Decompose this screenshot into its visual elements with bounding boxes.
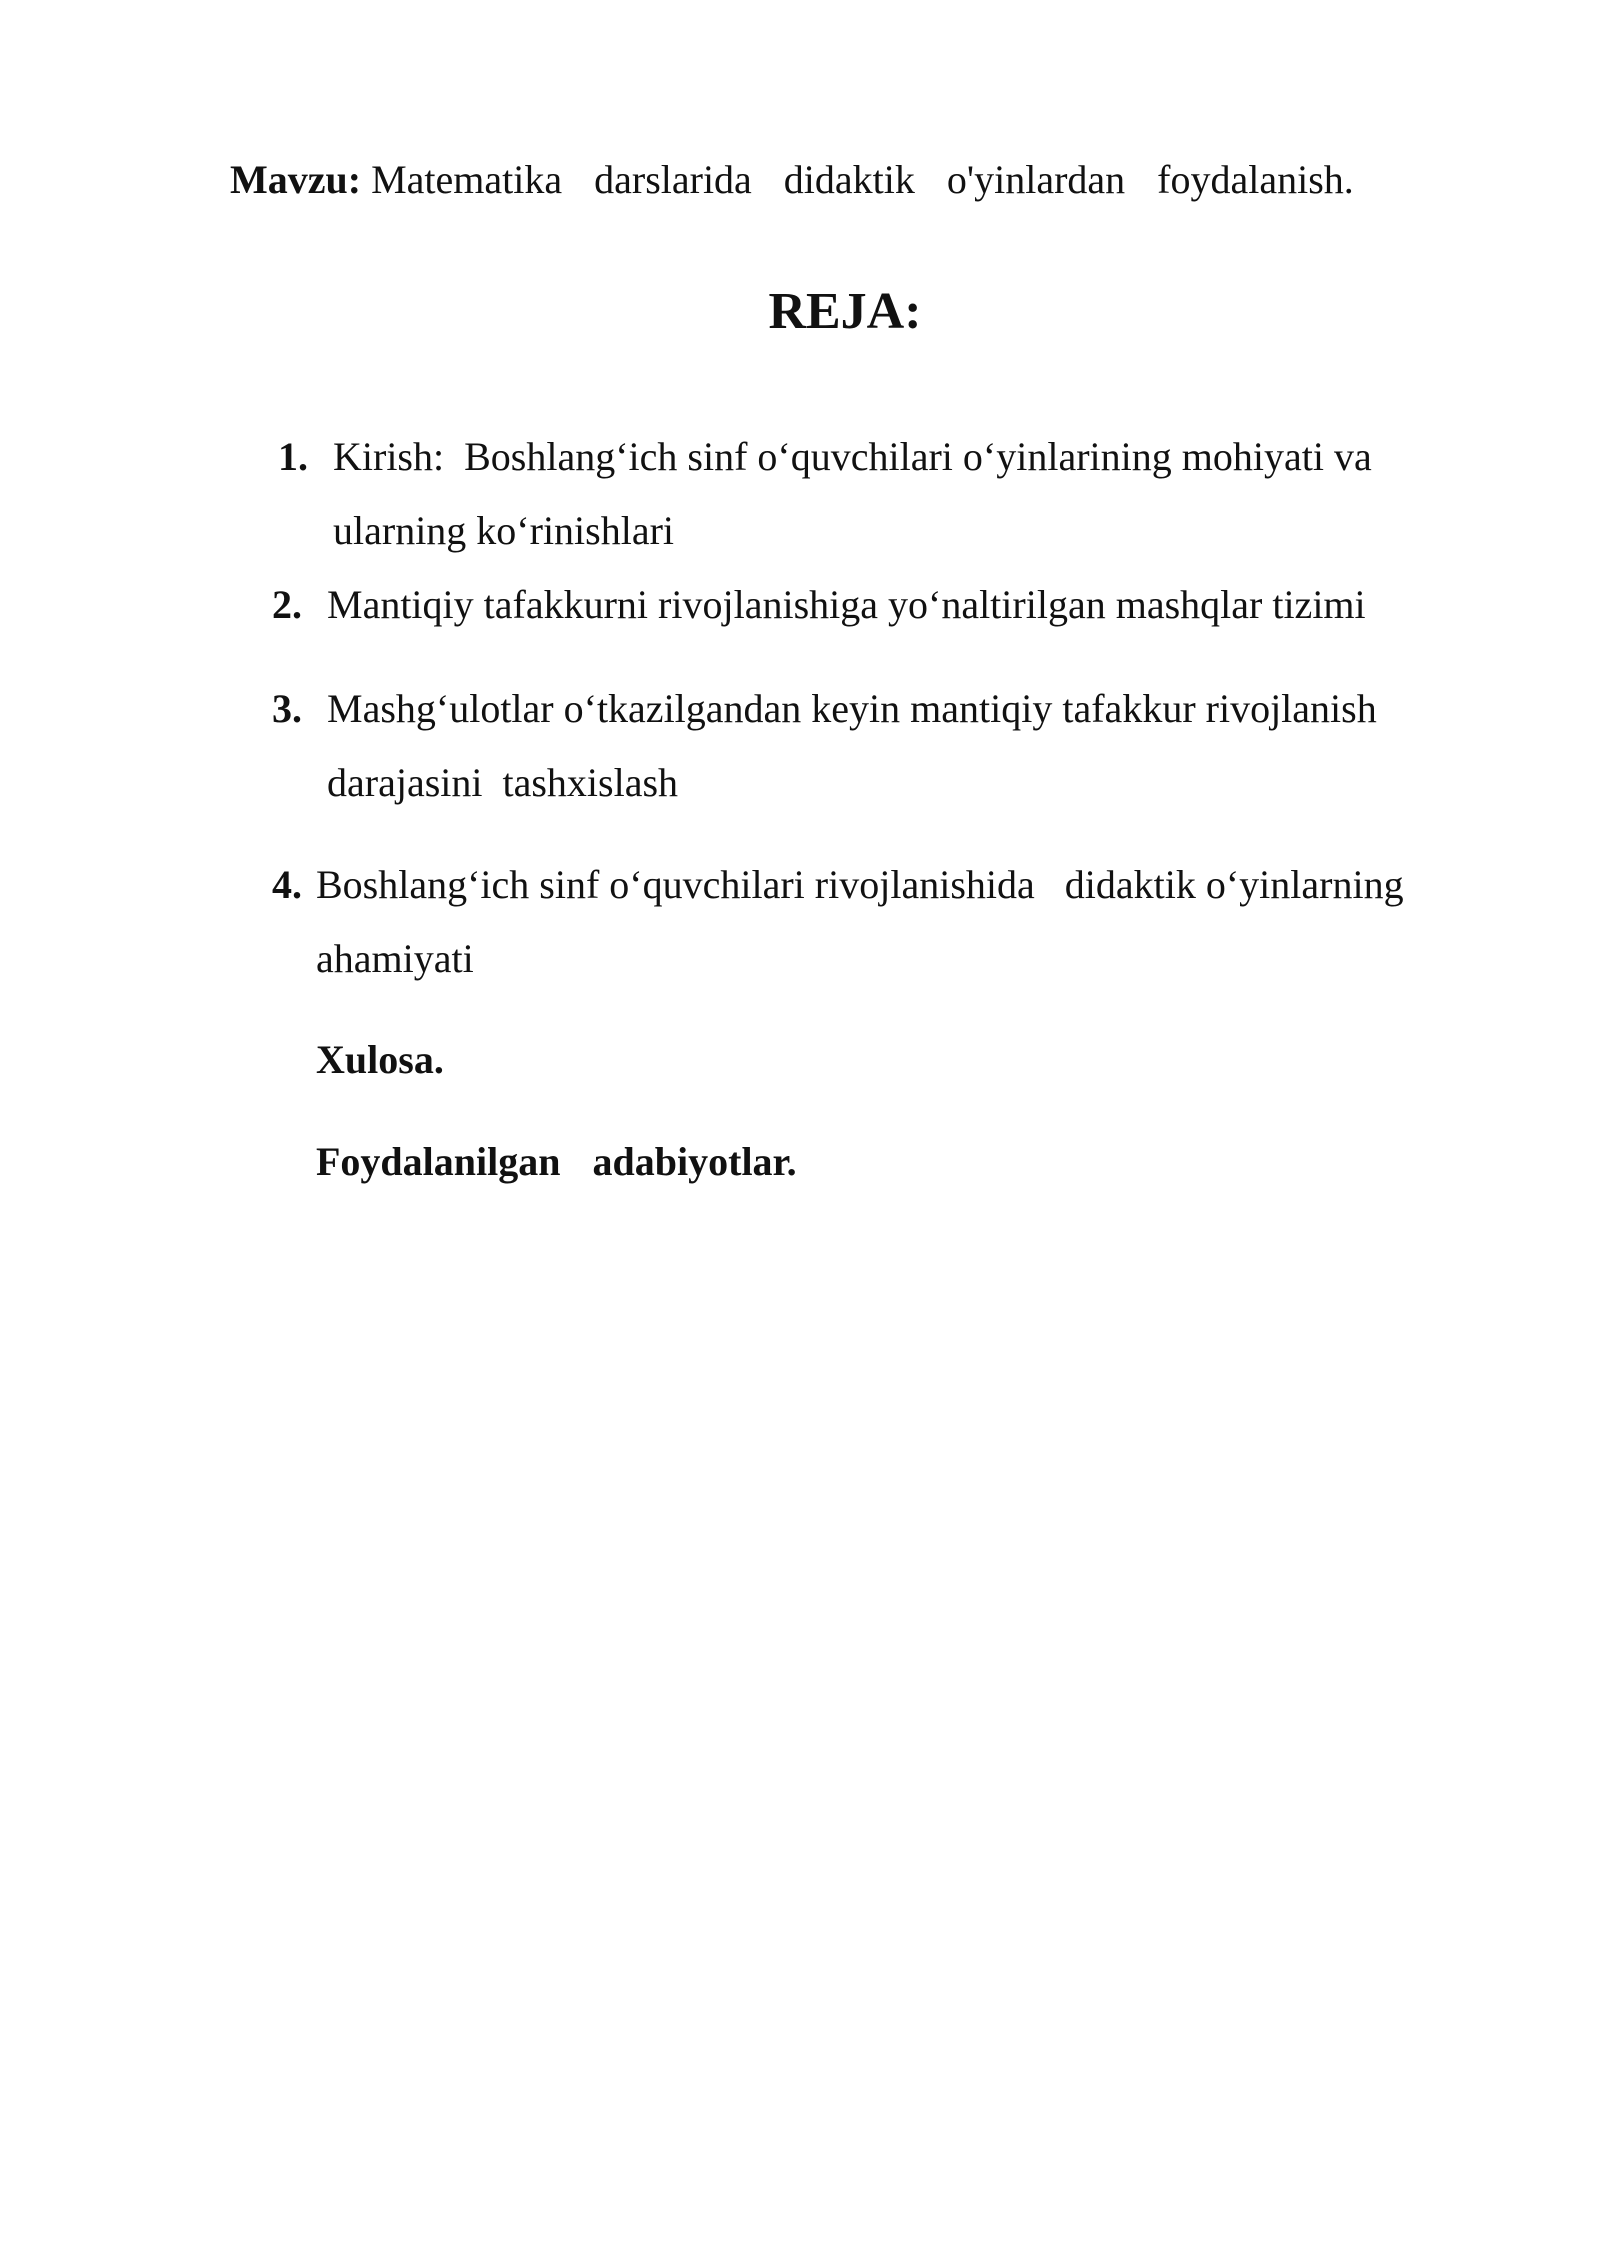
plan-item-text: Kirish: Boshlang‘ich sinf o‘quvchilari o‘yinlarining mohiyati va ularning ko‘rinishlari: [333, 434, 1382, 553]
plan-item-text: Boshlang‘ich sinf o‘quvchilari rivojlanishida didaktik o‘yinlarning ahamiyati: [316, 862, 1414, 981]
plan-item-2: [272, 568, 1492, 642]
plan-item-text: Mashg‘ulotlar o‘tkazilgandan keyin mantiqiy tafakkur rivojlanish darajasini tashxislash: [327, 686, 1387, 805]
plan-item-text: Mantiqiy tafakkurni rivojlanishiga yo‘naltirilgan mashqlar tizimi: [327, 582, 1366, 627]
plan-item-3: [272, 672, 1492, 820]
topic-line: [230, 152, 1354, 208]
plan-title: REJA:: [768, 283, 922, 340]
plan-references: Foydalanilgan adabiyotlar.: [316, 1139, 797, 1184]
plan-item-1: [278, 420, 1478, 568]
topic-text: Matematika darslarida didaktik o'yinlardan foydalanish.: [371, 157, 1354, 202]
topic-label: Mavzu:: [230, 157, 362, 202]
plan-item-number: 3.: [272, 686, 302, 731]
plan-item-number: 4.: [272, 862, 302, 907]
plan-item-number: 2.: [272, 582, 302, 627]
plan-conclusion: Xulosa.: [316, 1037, 444, 1082]
plan-item-number: 1.: [278, 434, 308, 479]
plan-item-4: [272, 848, 1532, 996]
